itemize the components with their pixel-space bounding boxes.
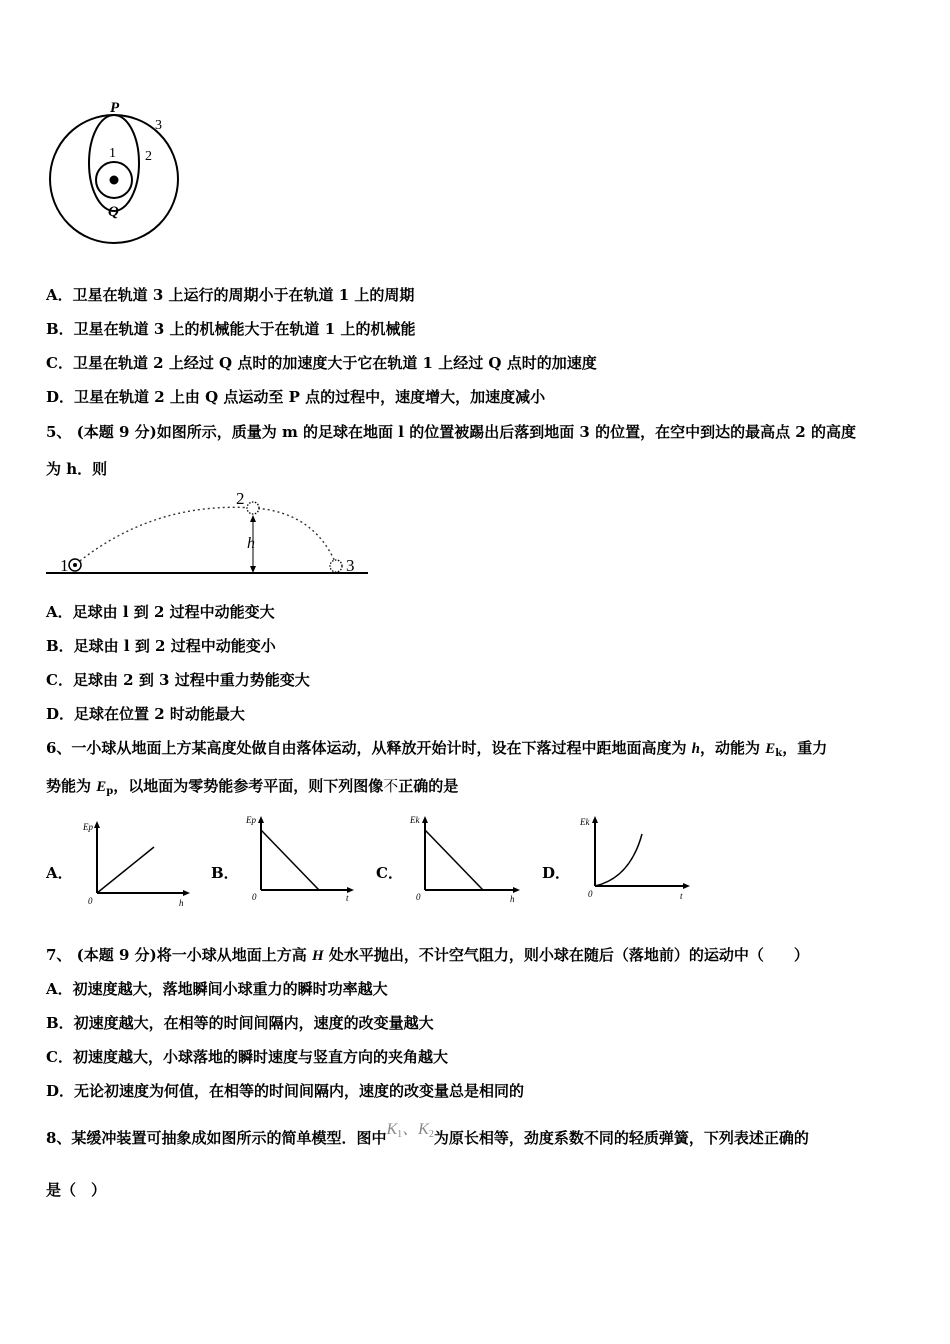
origin-label: 0 [416,892,421,902]
x-axis-arrow [683,883,690,889]
q6-graph-a [80,815,195,910]
q5-option-d: D．足球在位置 2 时动能最大 [46,705,245,723]
y-label: Ek [580,817,590,827]
q6-text-2a: 势能为 [46,777,97,795]
q6-graph-c [408,810,528,905]
football-trajectory-diagram [44,486,374,580]
origin-label: 0 [88,896,93,906]
q6-symbol-h: h [691,741,701,757]
fig-label-2: 2 [236,489,245,508]
ball-position-1-dot [73,563,77,567]
q7-option-a: A．初速度越大，落地瞬间小球重力的瞬时功率越大 [46,980,388,998]
height-arrow-top [250,515,256,522]
fig-label-3: 3 [346,556,355,575]
label-2: 2 [145,149,152,164]
q6-graph-c-label: C． [376,864,403,882]
q6-text-2c: 正确的是 [398,777,459,795]
q8-text-b: 为原长相等，劲度系数不同的轻质弹簧，下列表述正确的 [433,1129,809,1147]
x-axis-arrow [183,890,190,896]
q7-option-d: D．无论初速度为何值，在相等的时间间隔内，速度的改变量总是相同的 [46,1082,525,1100]
x-label: h [510,894,515,904]
q6-stem-line1 [46,738,827,764]
label-q: Q [108,204,119,220]
graph-curve [595,834,642,886]
q8-symbol-sep: 、 [402,1121,419,1138]
graph-line [97,847,154,893]
q7-option-b: B．初速度越大，在相等的时间间隔内，速度的改变量越大 [46,1014,434,1032]
q8-symbol-k2 [418,1121,434,1138]
q5-option-a: A．足球由 l 到 2 过程中动能变大 [46,603,275,621]
trajectory-path [76,507,336,564]
orbit-diagram [46,96,186,256]
x-label: t [680,891,683,901]
q8-stem-line2: 是（ ） [46,1181,107,1199]
y-axis-arrow [592,816,598,823]
label-3: 3 [155,118,162,133]
y-axis-arrow [258,816,264,823]
y-label: Ek [410,815,420,825]
ball-position-2 [247,502,259,514]
y-axis-arrow [422,816,428,823]
q8-k2: K [418,1121,429,1138]
q8-text-a: 8、某缓冲装置可抽象成如图所示的简单模型．图中 [46,1129,387,1147]
x-label: h [179,898,184,908]
q7-text-a: 7、 (本题 9 分)将一小球从地面上方高 [46,946,312,964]
q6-graph-b-label: B． [211,864,239,882]
x-axis-arrow [513,887,520,893]
q7-text-b: 处水平抛出，不计空气阻力，则小球在随后（落地前）的运动中（ ） [323,946,809,964]
q7-stem [46,945,809,966]
label-p: P [110,100,120,116]
q6-graph-b [244,810,359,905]
q6-symbol-ep: E [96,779,107,795]
graph-line [261,830,319,890]
x-label: t [346,893,349,903]
graph-line [425,830,483,890]
q8-stem-line1 [46,1121,809,1154]
q8-symbol-k1 [386,1121,402,1138]
y-label: Ep [246,815,256,825]
q6-text-1b: ，动能为 [700,739,766,757]
height-arrow-bottom [250,566,256,573]
q6-symbol-ek-sub: k [775,748,783,759]
q7-symbol-h: H [311,948,324,964]
fig-label-1: 1 [60,556,69,575]
q6-graph-d [578,810,698,905]
label-1: 1 [109,146,116,161]
q6-graph-a-label: A． [46,864,73,882]
q8-k1: K [386,1121,398,1138]
q8-k2-sub: 2 [428,1129,434,1140]
q6-text-1a: 6、一小球从地面上方某高度处做自由落体运动，从释放开始计时，设在下落过程中距地面高度为 [46,739,692,757]
q6-graph-d-label: D． [542,864,571,882]
earth-dot [110,176,119,185]
q6-text-not: 不 [383,777,399,795]
q6-text-1c: ，重力 [782,739,828,757]
q5-option-b: B．足球由 l 到 2 过程中动能变小 [46,637,276,655]
origin-label: 0 [588,889,593,899]
q4-option-c: C．卫星在轨道 2 上经过 Q 点时的加速度大于它在轨道 1 上经过 Q 点时的加速度 [46,354,597,372]
q5-stem-line2: 为 h．则 [46,460,108,478]
origin-label: 0 [252,892,257,902]
q6-symbol-ep-sub: p [106,786,114,797]
q4-option-b: B．卫星在轨道 3 上的机械能大于在轨道 1 上的机械能 [46,320,416,338]
q8-k1-sub: 1 [397,1129,403,1140]
q4-option-d: D．卫星在轨道 2 上由 Q 点运动至 P 点的过程中，速度增大，加速度减小 [46,388,546,406]
q7-option-c: C．初速度越大，小球落地的瞬时速度与竖直方向的夹角越大 [46,1048,448,1066]
q6-symbol-ek: E [765,741,776,757]
q6-stem-line2 [46,776,458,802]
y-label: Ep [83,822,93,832]
q5-option-c: C．足球由 2 到 3 过程中重力势能变大 [46,671,310,689]
fig-label-h: h [247,535,255,552]
q5-stem-line1: 5、 (本题 9 分)如图所示，质量为 m 的足球在地面 l 的位置被踢出后落到地面 3 的位置，在空中到达的最高点 2 的高度 [46,423,856,441]
ball-position-3 [330,560,342,572]
q4-option-a: A．卫星在轨道 3 上运行的周期小于在轨道 1 上的周期 [46,286,415,304]
q6-text-2b: ，以地面为零势能参考平面，则下列图像 [113,777,384,795]
y-axis-arrow [94,821,100,828]
